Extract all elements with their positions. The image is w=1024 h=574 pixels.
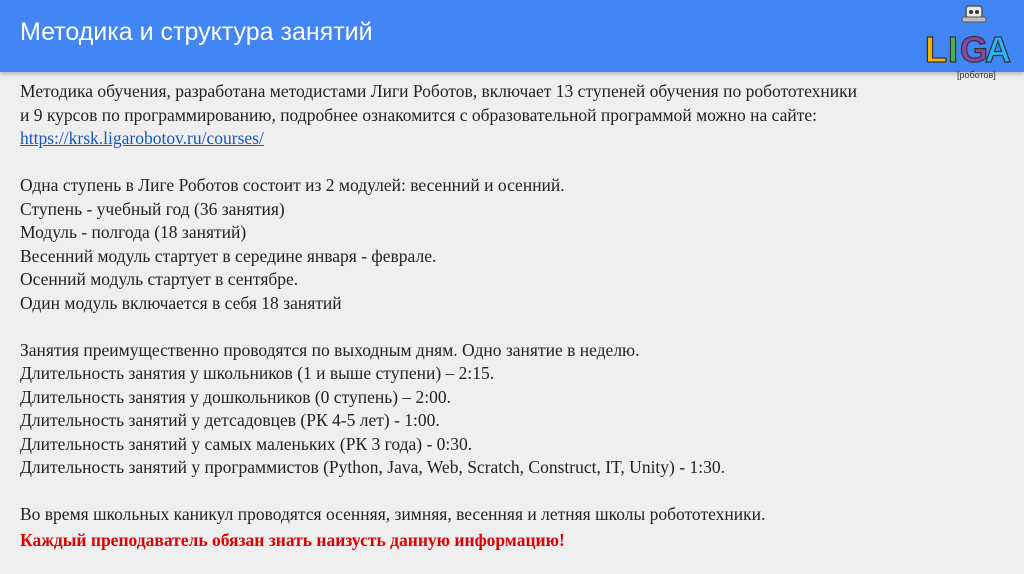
- warning-text: Каждый преподаватель обязан знать наизусть данную информацию!: [20, 529, 565, 550]
- schedule-line: Длительность занятия у дошкольников (0 ступень) – 2:00.: [20, 386, 452, 407]
- logo-letter-a: A: [985, 29, 1011, 70]
- structure-line: Ступень - учебный год (36 занятия): [20, 198, 285, 219]
- logo-caption: [роботов]: [957, 70, 996, 80]
- structure-line: Одна ступень в Лиге Роботов состоит из 2 модулей: весенний и осенний.: [20, 175, 565, 195]
- courses-link[interactable]: https://krsk.ligarobotov.ru/courses/: [20, 128, 264, 148]
- schedule-line: Длительность занятий у программистов (Python, Java, Web, Scratch, Construct, IT, Unity) - 1:30.: [20, 457, 725, 477]
- page-title: Методика и структура занятий: [20, 18, 373, 46]
- schedule-line: Длительность занятий у самых маленьких (РК 3 года) - 0:30.: [20, 433, 473, 454]
- schedule-line: Занятия преимущественно проводятся по выходным дням. Одно занятие в неделю.: [20, 339, 640, 360]
- holidays-line: Во время школьных каникул проводятся осенняя, зимняя, весенняя и летняя школы робототехники.: [20, 504, 766, 524]
- structure-line: Весенний модуль стартует в середине января - феврале.: [20, 245, 437, 266]
- intro-line-1: Методика обучения, разработана методистами Лиги Роботов, включает 13 ступеней обучения по робототехники: [20, 81, 857, 101]
- robot-icon: [962, 6, 986, 22]
- content-body: [20, 80, 1010, 552]
- structure-line: Один модуль включается в себя 18 занятий: [20, 292, 342, 313]
- logo-letter-g: G: [960, 29, 989, 70]
- intro-line-2: и 9 курсов по программированию, подробнее ознакомится с образовательной программой можно на сайте:: [20, 104, 817, 125]
- schedule-line: Длительность занятия у школьников (1 и выше ступени) – 2:15.: [20, 363, 495, 383]
- schedule-line: Длительность занятий у детсадовцев (РК 4-5 лет) - 1:00.: [20, 410, 440, 430]
- header-bar: [0, 0, 1024, 72]
- structure-line: Модуль - полгода (18 занятий): [20, 222, 247, 242]
- logo-letter-i: I: [948, 29, 959, 70]
- structure-line: Осенний модуль стартует в сентябре.: [20, 269, 299, 289]
- logo-letter-l: L: [925, 29, 947, 70]
